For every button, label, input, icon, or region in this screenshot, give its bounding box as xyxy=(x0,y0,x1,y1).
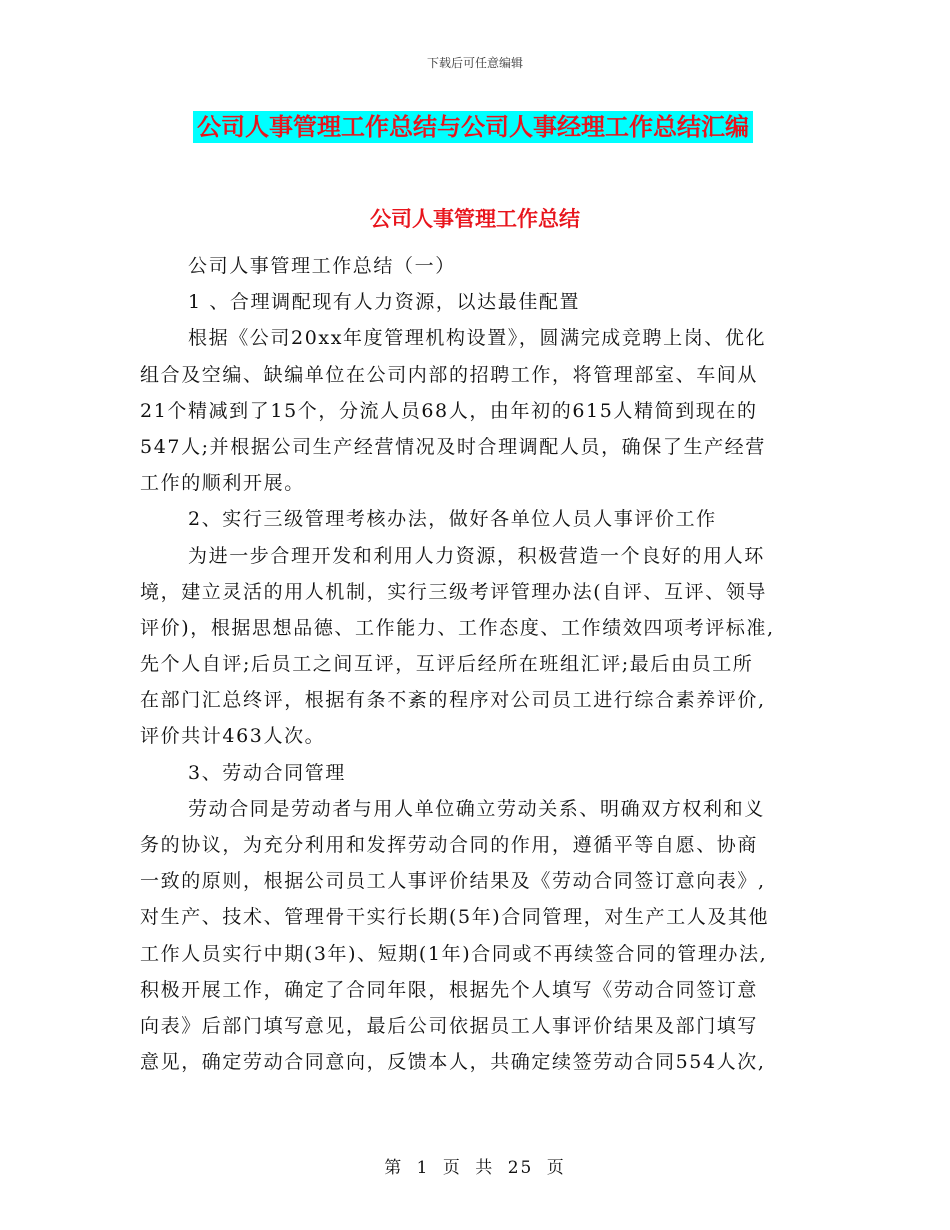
current-page-number: 1 xyxy=(416,1158,430,1178)
footer-prefix: 第 xyxy=(384,1158,404,1178)
text-line: 工作的顺利开展。 xyxy=(140,472,305,495)
page-footer xyxy=(0,1153,950,1178)
header-note: 下载后可任意编辑 xyxy=(426,56,523,70)
body-text xyxy=(140,248,810,1080)
text-line: 3、劳动合同管理 xyxy=(188,761,346,784)
text-line: 先个人自评;后员工之间互评，互评后经所在班组汇评;最后由员工所 xyxy=(140,653,754,676)
text-line: 在部门汇总终评，根据有条不紊的程序对公司员工进行综合素养评价, xyxy=(140,689,766,712)
text-line: 工作人员实行中期(3年)、短期(1年)合同或不再续签合同的管理办法, xyxy=(140,942,768,965)
footer-total-prefix: 共 xyxy=(475,1158,495,1178)
text-line: 积极开展工作，确定了合同年限，根据先个人填写《劳动合同签订意 xyxy=(140,978,759,1001)
text-line: 21个精减到了15个，分流人员68人，由年初的615人精简到现在的 xyxy=(140,399,758,422)
total-page-count: 25 xyxy=(507,1158,534,1178)
text-line: 评价共计463人次。 xyxy=(140,725,326,748)
text-line: 评价)，根据思想品德、工作能力、工作态度、工作绩效四项考评标准, xyxy=(140,616,775,639)
footer-page-unit: 页 xyxy=(442,1158,462,1178)
text-line: 劳动合同是劳动者与用人单位确立劳动关系、明确双方权利和义 xyxy=(188,797,765,820)
text-line: 547人;并根据公司生产经营情况及时合理调配人员，确保了生产经营 xyxy=(140,435,766,458)
text-line: 2、实行三级管理考核办法，做好各单位人员人事评价工作 xyxy=(188,508,717,531)
text-line: 公司人事管理工作总结（一） xyxy=(188,255,456,277)
document-title: 公司人事管理工作总结与公司人事经理工作总结汇编 xyxy=(193,111,753,143)
text-line: 为进一步合理开发和利用人力资源，积极营造一个良好的用人环 xyxy=(188,544,765,567)
section-title: 公司人事管理工作总结 xyxy=(370,207,580,231)
text-line: 境，建立灵活的用人机制，实行三级考评管理办法(自评、互评、领导 xyxy=(140,580,768,603)
footer-total-unit: 页 xyxy=(546,1158,566,1178)
text-line: 根据《公司20xx年度管理机构设置》，圆满完成竞聘上岗、优化 xyxy=(188,327,767,350)
text-line: 务的协议，为充分利用和发挥劳动合同的作用，遵循平等自愿、协商 xyxy=(140,834,759,856)
text-line: 1 、合理调配现有人力资源，以达最佳配置 xyxy=(188,291,581,314)
text-line: 一致的原则，根据公司员工人事评价结果及《劳动合同签订意向表》, xyxy=(140,870,766,893)
text-line: 组合及空编、缺编单位在公司内部的招聘工作，将管理部室、车间从 xyxy=(140,363,759,386)
text-line: 意见，确定劳动合同意向，反馈本人，共确定续签劳动合同554人次, xyxy=(140,1051,766,1074)
text-line: 对生产、技术、管理骨干实行长期(5年)合同管理，对生产工人及其他 xyxy=(140,906,770,929)
text-line: 向表》后部门填写意见，最后公司依据员工人事评价结果及部门填写 xyxy=(140,1014,759,1037)
